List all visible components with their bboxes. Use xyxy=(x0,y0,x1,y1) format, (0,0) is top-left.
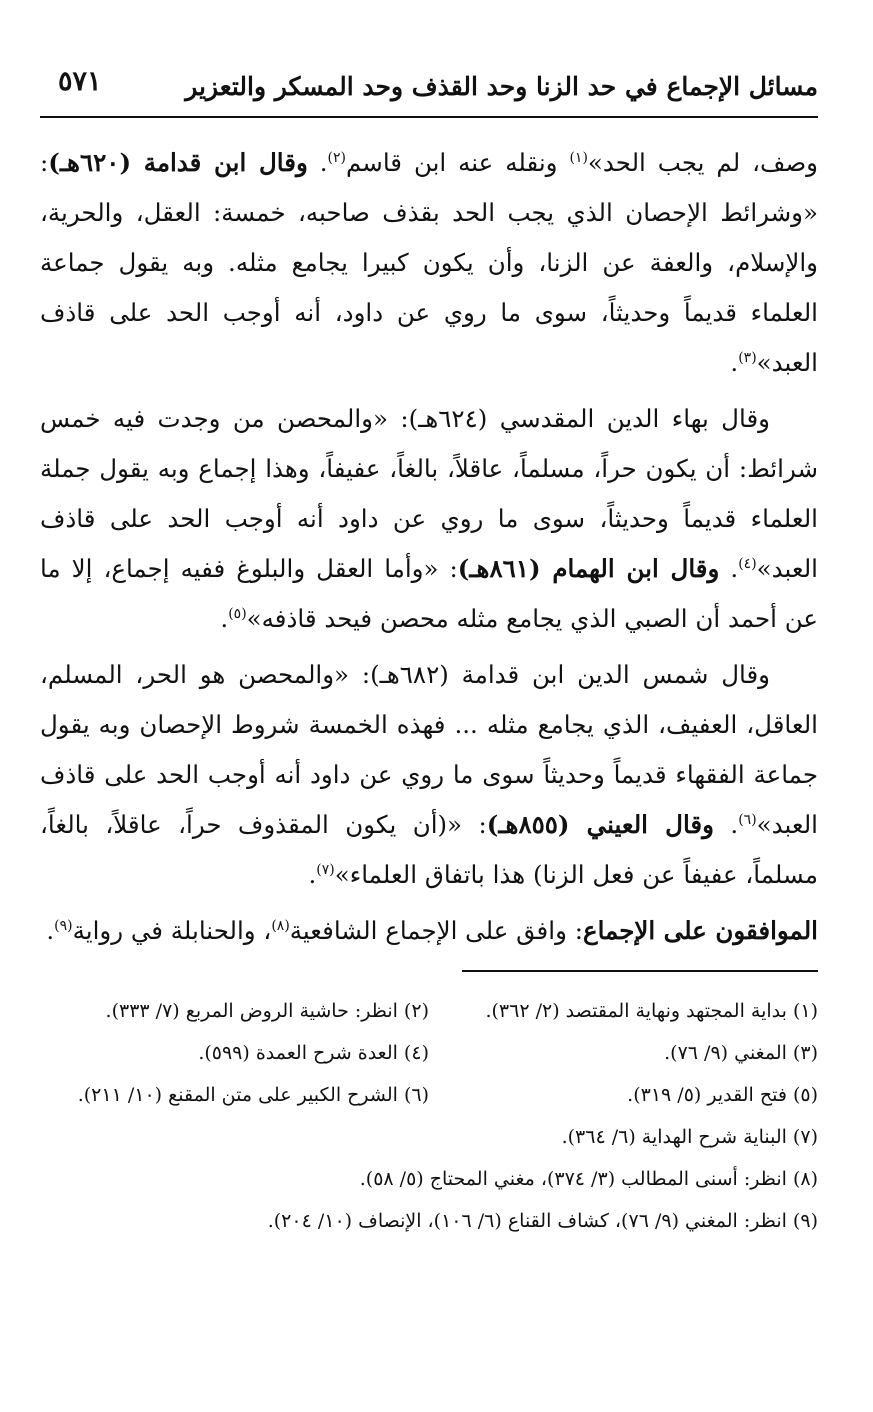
text-run: ، والحنابلة في رواية xyxy=(72,916,272,945)
footnote-2: (٢) انظر: حاشية الروض المربع (٧/ ٣٣٣). xyxy=(105,1000,429,1022)
paragraph xyxy=(40,650,818,900)
text-run: . xyxy=(307,148,328,177)
footnote-ref: (١) xyxy=(569,149,588,166)
footnotes xyxy=(40,990,818,1242)
text-run: . xyxy=(713,810,739,839)
footnote-ref: (٩) xyxy=(54,917,73,934)
text-run: وصف، لم يجب الحد» xyxy=(587,148,819,177)
footnote-1: (١) بداية المجتهد ونهاية المقتصد (٢/ ٣٦٢). xyxy=(485,1000,818,1022)
text-run: : «وأما العقل والبلوغ ففيه إجماع، إلا ما عن أحمد أن الصبي الذي يجامع مثله محصن فيحد قاذفه» xyxy=(40,554,818,633)
running-title: مسائل الإجماع في حد الزنا وحد القذف وحد المسكر والتعزير xyxy=(185,72,818,101)
footnote-4: (٤) العدة شرح العمدة (٥٩٩). xyxy=(198,1042,429,1064)
footnote-5: (٥) فتح القدير (٥/ ٣١٩). xyxy=(627,1084,818,1106)
footnote-row xyxy=(40,990,818,1032)
footnote-3: (٣) المغني (٩/ ٧٦). xyxy=(664,1042,818,1064)
footnote-ref: (٨) xyxy=(271,917,290,934)
text-run: : وافق على الإجماع الشافعية xyxy=(289,916,583,945)
main-text xyxy=(40,138,818,956)
footnote-row xyxy=(40,1074,818,1116)
footnote-8: (٨) انظر: أسنى المطالب (٣/ ٣٧٤)، مغني المحتاج (٥/ ٥٨). xyxy=(359,1168,818,1190)
page-header xyxy=(40,62,818,118)
page-number: ٥٧١ xyxy=(58,66,102,97)
paragraph xyxy=(40,394,818,644)
footnote-row xyxy=(40,1032,818,1074)
footnote-ref: (٢) xyxy=(327,149,346,166)
text-run: وقال شمس الدين ابن قدامة (٦٨٢هـ): «والمحصن هو الحر، المسلم، العاقل، العفيف، الذي يجامع مثله ... فهذه الخمسة شروط الإحصان وبه يقول جماعة الفقهاء قديماً وحديثاً سوى ما روي عن داود أنه أوجب الحد على قاذف العبد» xyxy=(40,660,818,839)
text-run: . xyxy=(308,860,317,889)
paragraph xyxy=(40,906,818,956)
bold-text: وقال ابن قدامة (٦٢٠هـ) xyxy=(48,148,308,177)
paragraph xyxy=(40,138,818,388)
text-run: . xyxy=(46,916,55,945)
bold-text: وقال العيني (٨٥٥هـ) xyxy=(486,810,714,839)
text-run: : «وشرائط الإحصان الذي يجب الحد بقذف صاحبه، خمسة: العقل، والحرية، والإسلام، والعفة عن الزنا، وأن يكون كبيرا يجامع مثله. وبه يقول جماعة العلماء قديماً وحديثاً، سوى ما روي عن داود، أنه أوجب الحد على قاذف العبد» xyxy=(40,148,818,377)
footnote-6: (٦) الشرح الكبير على متن المقنع (١٠/ ٢١١). xyxy=(77,1084,429,1106)
footnote-ref: (٤) xyxy=(738,555,757,572)
text-run: وقال بهاء الدين المقدسي (٦٢٤هـ): «والمحصن من وجدت فيه خمس شرائط: أن يكون حراً، مسلماً، عاقلاً، بالغاً، عفيفاً، وهذا إجماع وبه يقول جملة العلماء قديماً وحديثاً، سوى ما روي عن داود أنه أوجب الحد على قاذف العبد» xyxy=(40,404,818,583)
bold-text: وقال ابن الهمام (٨٦١هـ) xyxy=(457,554,720,583)
footnote-ref: (٧) xyxy=(316,861,335,878)
bold-text: الموافقون على الإجماع xyxy=(582,916,818,945)
book-page xyxy=(40,62,818,1392)
footnote-ref: (٦) xyxy=(738,811,757,828)
text-run: : «(أن يكون المقذوف حراً، عاقلاً، بالغاً، مسلماً، عفيفاً عن فعل الزنا) هذا باتفاق العلماء» xyxy=(40,810,818,889)
footnote-ref: (٥) xyxy=(228,605,247,622)
text-run: . xyxy=(730,348,739,377)
text-run: ونقله عنه ابن قاسم xyxy=(346,148,570,177)
text-run: . xyxy=(719,554,739,583)
footnote-7: (٧) البناية شرح الهداية (٦/ ٣٦٤). xyxy=(561,1126,818,1148)
text-run: . xyxy=(220,604,229,633)
footnote-ref: (٣) xyxy=(738,349,757,366)
footnote-divider xyxy=(462,970,818,972)
footnote-9: (٩) انظر: المغني (٩/ ٧٦)، كشاف القناع (٦/ ١٠٦)، الإنصاف (١٠/ ٢٠٤). xyxy=(267,1210,818,1232)
